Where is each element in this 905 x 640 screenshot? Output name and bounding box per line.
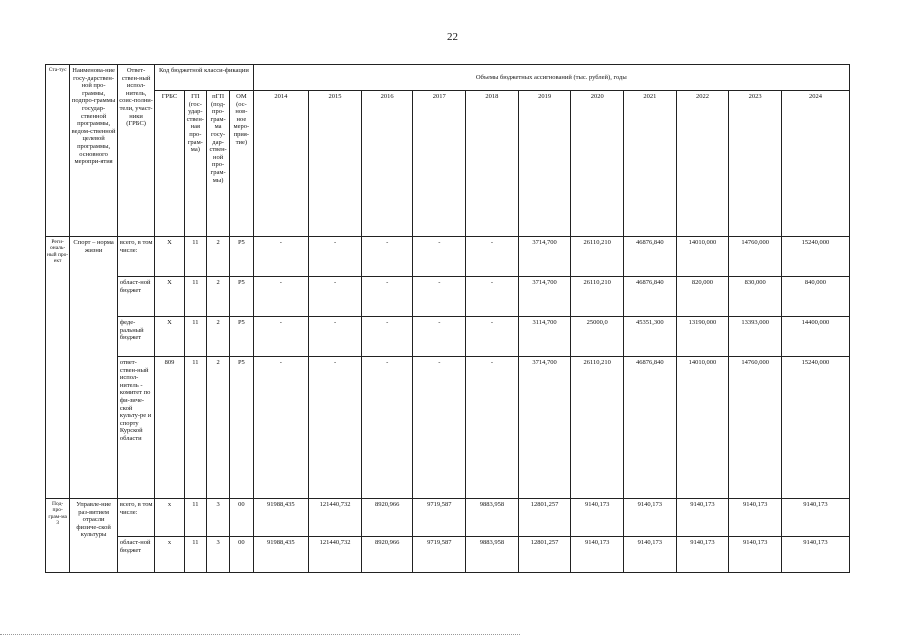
cell-year-value: - (466, 277, 519, 317)
cell-year-value: 9140,173 (624, 537, 677, 573)
cell-year-value: 9140,173 (624, 499, 677, 537)
cell-gp: 11 (184, 357, 206, 499)
cell-year-value: 12801,257 (518, 499, 571, 537)
row-responsible: всего, в том числе: (117, 499, 154, 537)
cell-year-value: - (309, 277, 362, 317)
header-columns-row (46, 91, 850, 237)
cell-year-value: 840,000 (781, 277, 849, 317)
cell-year-value: 9140,173 (729, 537, 782, 573)
row-responsible: феде-ральный бюджет (117, 317, 154, 357)
cell-om: 00 (230, 499, 253, 537)
cell-year-value: 13190,000 (676, 317, 729, 357)
row-responsible: ответ-ствен-ный испол-нитель - комитет по фи-зиче-ской культу-ре и спорту Курской области (117, 357, 154, 499)
cell-year-value: 9719,587 (413, 499, 466, 537)
cell-year-value: 14760,000 (729, 357, 782, 499)
header-year: 2017 (413, 91, 466, 237)
table-row (46, 499, 850, 537)
cell-grbs: X (155, 277, 184, 317)
cell-year-value: 25000,0 (571, 317, 624, 357)
table-row (46, 537, 850, 573)
header-name: Наименова-ние госу-дарствен-ной про-граммы, подпро-граммы государ-ственной программы, ведом-ственной целевой программы, основного меропри-ятия (70, 65, 118, 237)
row-responsible: област-ной бюджет (117, 277, 154, 317)
row-status: Реги-ональ-ный про-ект (46, 237, 70, 499)
header-code-col: ОМ (ос-нов-ное меро-прия-тие) (230, 91, 253, 237)
cell-year-value: - (253, 357, 309, 499)
cell-grbs: X (155, 237, 184, 277)
cell-year-value: 3714,700 (518, 237, 571, 277)
header-year: 2016 (361, 91, 413, 237)
cell-year-value: 9140,173 (781, 499, 849, 537)
row-program-name: Спорт – норма жизни (70, 237, 118, 499)
cell-year-value: - (466, 317, 519, 357)
cell-year-value: - (361, 317, 413, 357)
header-year: 2021 (624, 91, 677, 237)
cell-year-value: - (413, 237, 466, 277)
cell-year-value: 15240,000 (781, 357, 849, 499)
cell-year-value: - (466, 357, 519, 499)
row-program-name: Управле-ние раз-витием отрасли физиче-ской культуры (70, 499, 118, 573)
cell-om: P5 (230, 317, 253, 357)
cell-year-value: 46876,840 (624, 277, 677, 317)
header-volumes-group: Объемы бюджетных ассигнований (тыс. рублей), годы (253, 65, 849, 91)
cell-om: 00 (230, 537, 253, 573)
cell-year-value: 14760,000 (729, 237, 782, 277)
cell-year-value: 9140,173 (729, 499, 782, 537)
cell-year-value: - (413, 317, 466, 357)
cell-om: P5 (230, 357, 253, 499)
cell-gp: 11 (184, 499, 206, 537)
cell-om: P5 (230, 237, 253, 277)
cell-year-value: - (309, 357, 362, 499)
cell-year-value: 14010,000 (676, 357, 729, 499)
cell-year-value: - (361, 277, 413, 317)
header-year: 2024 (781, 91, 849, 237)
cell-gp: 11 (184, 277, 206, 317)
cell-year-value: 8920,966 (361, 499, 413, 537)
cell-year-value: - (309, 317, 362, 357)
cell-year-value: - (309, 237, 362, 277)
row-responsible: всего, в том числе: (117, 237, 154, 277)
cell-year-value: 14400,000 (781, 317, 849, 357)
cell-year-value: 26110,210 (571, 277, 624, 317)
cell-year-value: 9719,587 (413, 537, 466, 573)
cell-grbs: X (155, 317, 184, 357)
cell-pgp: 2 (206, 357, 229, 499)
cell-pgp: 3 (206, 537, 229, 573)
cell-year-value: - (253, 277, 309, 317)
cell-year-value: - (413, 277, 466, 317)
cell-year-value: 9140,173 (676, 499, 729, 537)
header-status: Ста-тус (46, 65, 70, 237)
cell-year-value: 12801,257 (518, 537, 571, 573)
cell-grbs: x (155, 537, 184, 573)
cell-year-value: 9883,958 (466, 499, 519, 537)
cell-year-value: - (466, 237, 519, 277)
header-year: 2022 (676, 91, 729, 237)
cell-year-value: 26110,210 (571, 357, 624, 499)
cell-gp: 11 (184, 237, 206, 277)
header-year: 2014 (253, 91, 309, 237)
cell-year-value: - (253, 317, 309, 357)
cell-year-value: 3114,700 (518, 317, 571, 357)
scan-artifact-line (0, 634, 520, 636)
cell-pgp: 2 (206, 237, 229, 277)
cell-year-value: 45351,300 (624, 317, 677, 357)
header-year: 2019 (518, 91, 571, 237)
cell-pgp: 3 (206, 499, 229, 537)
header-code-col: ГП (гос-удар-ствен-ная про-грам-ма) (184, 91, 206, 237)
header-code-col: пГП (под-про-грам-ма госу-дар-ствен-ной про-грам-мы) (206, 91, 229, 237)
budget-table (45, 64, 850, 573)
table-row (46, 237, 850, 277)
cell-year-value: 9140,173 (676, 537, 729, 573)
cell-year-value: 8920,966 (361, 537, 413, 573)
cell-year-value: - (413, 357, 466, 499)
table-row (46, 357, 850, 499)
cell-year-value: - (361, 357, 413, 499)
header-code-col: ГРБС (155, 91, 184, 237)
cell-pgp: 2 (206, 317, 229, 357)
cell-year-value: 3714,700 (518, 357, 571, 499)
table-header (46, 65, 850, 237)
header-year: 2023 (729, 91, 782, 237)
cell-om: P5 (230, 277, 253, 317)
cell-year-value: 9140,173 (571, 499, 624, 537)
header-responsible: Ответ-ствен-ный испол-нитель, соис-полни-тели, участ-ники (ГРБС) (117, 65, 154, 237)
cell-year-value: 830,000 (729, 277, 782, 317)
row-status: Под-про-грам-ма 3 (46, 499, 70, 573)
cell-year-value: 121440,732 (309, 499, 362, 537)
cell-pgp: 2 (206, 277, 229, 317)
cell-year-value: 9140,173 (571, 537, 624, 573)
cell-year-value: - (253, 237, 309, 277)
row-responsible: област-ной бюджет (117, 537, 154, 573)
cell-year-value: 121440,732 (309, 537, 362, 573)
cell-year-value: 46876,840 (624, 357, 677, 499)
header-code-group: Код бюджетной класси-фикации (155, 65, 253, 91)
header-year: 2015 (309, 91, 362, 237)
cell-year-value: - (361, 237, 413, 277)
cell-year-value: 46876,840 (624, 237, 677, 277)
table-body (46, 237, 850, 573)
cell-year-value: 3714,700 (518, 277, 571, 317)
table-row (46, 317, 850, 357)
cell-year-value: 14010,000 (676, 237, 729, 277)
cell-grbs: 809 (155, 357, 184, 499)
page-number: 22 (447, 31, 458, 43)
cell-gp: 11 (184, 317, 206, 357)
header-year: 2018 (466, 91, 519, 237)
header-year: 2020 (571, 91, 624, 237)
cell-year-value: 13393,000 (729, 317, 782, 357)
cell-grbs: x (155, 499, 184, 537)
cell-year-value: 9883,958 (466, 537, 519, 573)
cell-year-value: 15240,000 (781, 237, 849, 277)
cell-year-value: 91988,435 (253, 537, 309, 573)
cell-year-value: 91988,435 (253, 499, 309, 537)
cell-year-value: 26110,210 (571, 237, 624, 277)
cell-year-value: 9140,173 (781, 537, 849, 573)
cell-year-value: 820,000 (676, 277, 729, 317)
table-row (46, 277, 850, 317)
cell-gp: 11 (184, 537, 206, 573)
